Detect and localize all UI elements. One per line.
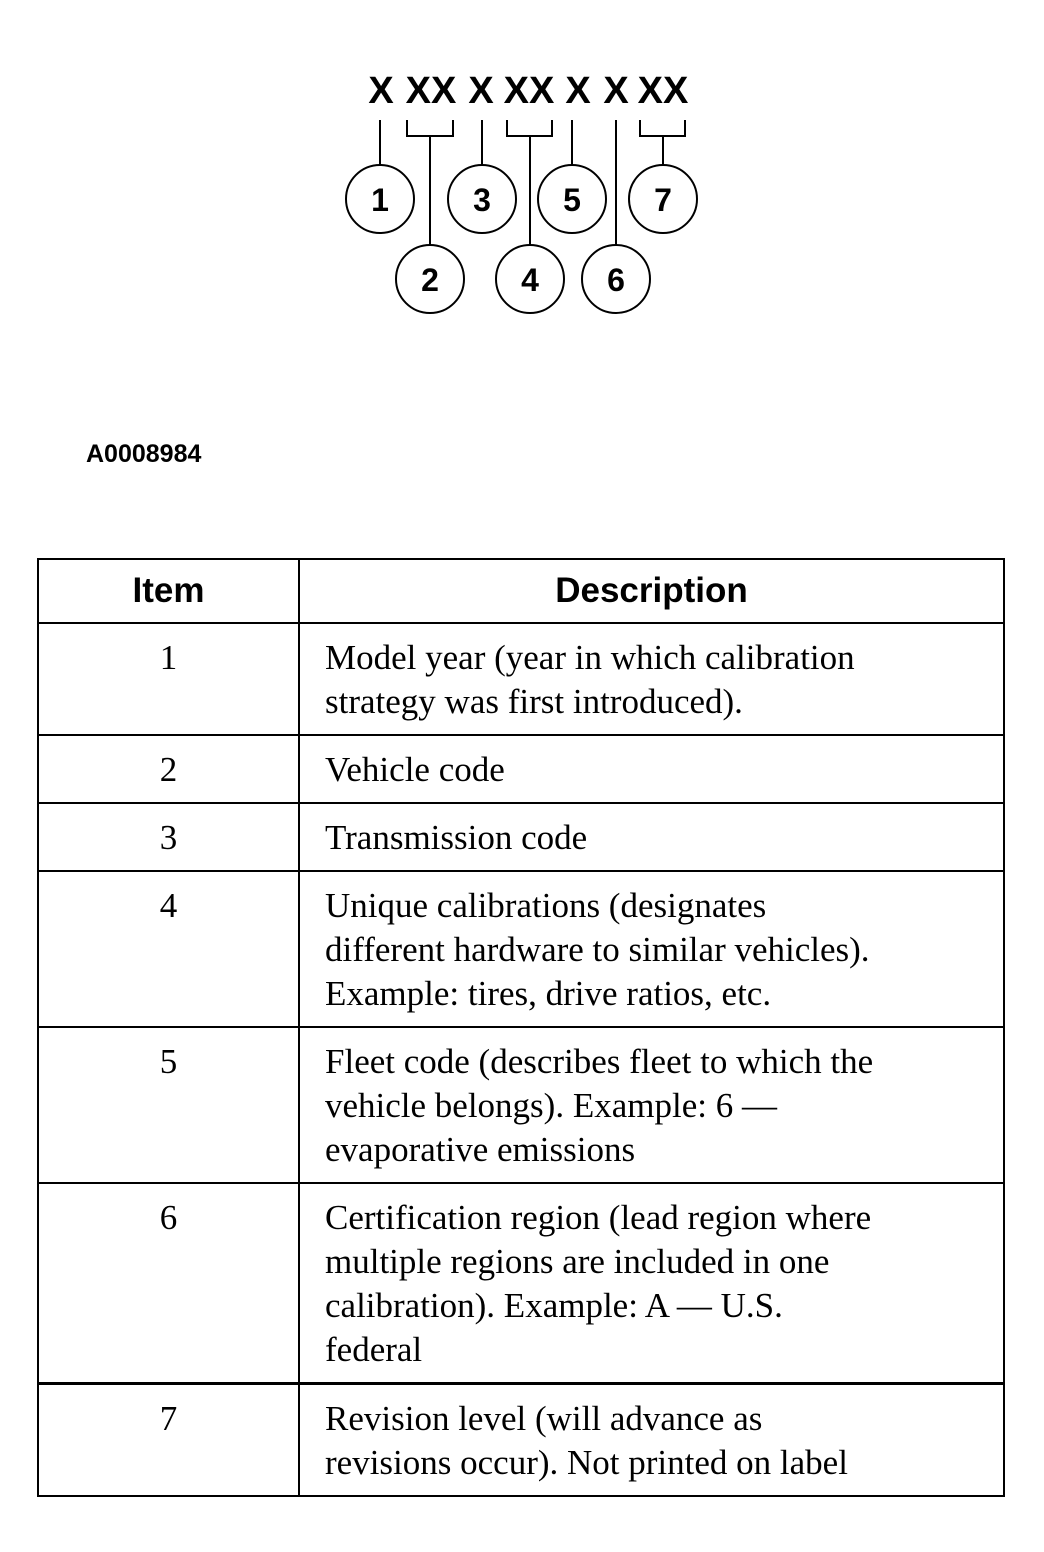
table-row <box>38 871 1004 1027</box>
callout-number-7: 7 <box>654 182 672 218</box>
code-group-4: XX <box>503 70 555 112</box>
callout-number-5: 5 <box>563 182 581 218</box>
callout-number-2: 2 <box>421 262 439 298</box>
table-row <box>38 1027 1004 1183</box>
figure-id: A0008984 <box>86 440 202 468</box>
item-cell: 4 <box>38 871 299 1027</box>
code-group-5: X <box>565 70 591 112</box>
item-cell: 3 <box>38 803 299 871</box>
description-cell: Unique calibrations (designates different hardware to similar vehicles). Example: tires, drive ratios, etc. <box>299 871 1004 1027</box>
item-header: Item <box>38 559 299 623</box>
table-row <box>38 1384 1004 1497</box>
description-header: Description <box>299 559 1004 623</box>
code-format-string <box>368 70 689 112</box>
description-cell: Transmission code <box>299 803 1004 871</box>
item-cell: 6 <box>38 1183 299 1384</box>
code-group-2: XX <box>405 70 457 112</box>
description-cell: Model year (year in which calibration strategy was first introduced). <box>299 623 1004 735</box>
code-group-3: X <box>468 70 494 112</box>
item-cell: 2 <box>38 735 299 803</box>
table-row <box>38 1183 1004 1384</box>
bracket-7 <box>640 120 685 136</box>
code-format-diagram <box>0 0 1044 330</box>
item-cell: 5 <box>38 1027 299 1183</box>
bracket-2 <box>407 120 453 136</box>
legend-table <box>37 558 1005 1497</box>
description-cell: Certification region (lead region where multiple regions are included in one calibration). Example: A — U.S. federal <box>299 1183 1004 1384</box>
table-row <box>38 623 1004 735</box>
description-cell: Vehicle code <box>299 735 1004 803</box>
table-row <box>38 803 1004 871</box>
table-row <box>38 735 1004 803</box>
table-header-row <box>38 559 1004 623</box>
callout-number-3: 3 <box>473 182 491 218</box>
item-cell: 7 <box>38 1384 299 1497</box>
code-group-1: X <box>368 70 394 112</box>
code-group-6: X <box>603 70 629 112</box>
callout-number-1: 1 <box>371 182 389 218</box>
code-group-7: XX <box>637 70 689 112</box>
bracket-4 <box>507 120 552 136</box>
description-cell: Fleet code (describes fleet to which the vehicle belongs). Example: 6 — evaporative emissions <box>299 1027 1004 1183</box>
callout-number-6: 6 <box>607 262 625 298</box>
item-cell: 1 <box>38 623 299 735</box>
description-cell: Revision level (will advance as revisions occur). Not printed on label <box>299 1384 1004 1497</box>
callout-number-4: 4 <box>521 262 539 298</box>
